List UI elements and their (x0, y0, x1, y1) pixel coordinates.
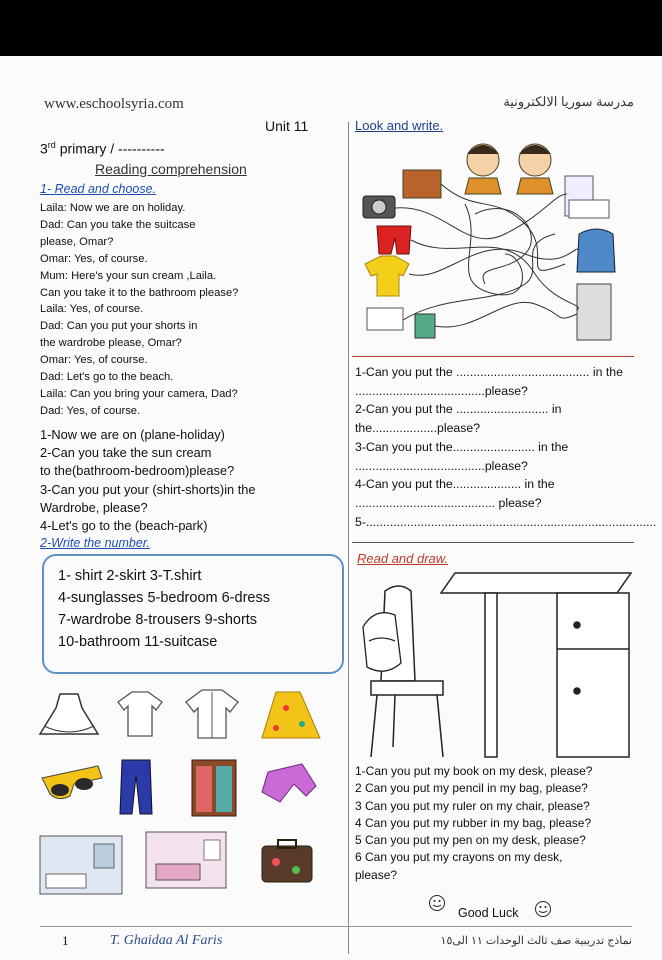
picture-grid (40, 686, 340, 916)
bathroom-picture (40, 836, 122, 894)
wardrobe-item (577, 284, 611, 340)
dialogue-line: Omar: Yes, of course. (40, 252, 148, 265)
book-item (367, 308, 403, 330)
dress-picture (40, 694, 98, 734)
dialogue-line: the wardrobe please, Omar? (40, 337, 182, 350)
teacher-name: T. Ghaidaa Al Faris (110, 933, 223, 948)
choose-question: Wardrobe, please? (40, 499, 148, 515)
page-number: 1 (62, 933, 69, 948)
good-luck-text: Good Luck (458, 906, 519, 920)
dialogue-line: Can you take it to the bathroom please? (40, 286, 239, 299)
shorts-picture (262, 764, 316, 802)
trousers-picture (120, 760, 152, 814)
choose-question: 2-Can you take the sun cream (40, 445, 212, 461)
desk-drawer-unit (557, 593, 629, 757)
choose-question: 4-Let's go to the (beach-park) (40, 518, 208, 534)
grade-number: 3 (40, 140, 48, 157)
dialogue-line: Dad: Can you take the suitcase (40, 218, 196, 231)
shirt-picture-2 (186, 690, 238, 738)
look-write-line: ......................................... please? (355, 495, 542, 510)
look-write-line: ......................................please? (355, 383, 528, 398)
choose-question: 3-Can you put your (shirt-shorts)in the (40, 481, 256, 497)
footer-arabic: نماذج تدريبية صف ثالث الوحدات ١١ الى١٥ (440, 935, 632, 947)
choose-question: 1-Now we are on (plane-holiday) (40, 427, 225, 442)
sunglasses-picture (42, 766, 102, 799)
desk-top (441, 573, 631, 593)
reading-comprehension-title: Reading comprehension (95, 161, 247, 177)
word-bank-row: 1- shirt 2-skirt 3-T.shirt (58, 568, 202, 584)
column-divider (348, 122, 349, 954)
dialogue-line: Laila: Yes, of course. (40, 303, 144, 316)
write-the-number-title: 2-Write the number. (40, 536, 150, 550)
picture-item (415, 314, 435, 338)
look-write-questions (355, 363, 657, 531)
smiley-icon-2 (534, 900, 552, 918)
boy-picture (465, 144, 501, 194)
boy-picture-2 (517, 144, 553, 194)
bathroom-item (565, 176, 609, 218)
maze-picture (355, 134, 635, 356)
look-write-line: ......................................please? (355, 458, 528, 473)
word-bank-row: 10-bathroom 11-suitcase (58, 634, 218, 650)
read-draw-instructions (355, 763, 645, 884)
look-write-line: 5-..................................................................................... (355, 514, 657, 529)
dialogue-line: Laila: Can you bring your camera, Dad? (40, 387, 238, 400)
look-write-line: 4-Can you put the.................... in the (355, 477, 555, 492)
shorts-item (377, 226, 411, 254)
dialogue-line: Dad: Can you put your shorts in (40, 320, 198, 333)
word-bank-row: 4-sunglasses 5-bedroom 6-dress (58, 590, 270, 606)
maze-lines (395, 184, 579, 327)
draw-instruction: 2 Can you put my pencil in my bag, please? (355, 781, 588, 796)
unit-label: Unit 11 (265, 118, 309, 134)
draw-instruction: 1-Can you put my book on my desk, please? (355, 764, 593, 778)
wardrobe-picture (192, 760, 236, 816)
backpack-item (577, 229, 615, 272)
desk-leg (485, 593, 497, 757)
shirt-picture (118, 692, 162, 736)
footer-divider (40, 926, 632, 927)
grade-line (40, 140, 165, 157)
look-write-line: the...................please? (355, 421, 481, 436)
choose-questions (40, 426, 340, 535)
camera-item (363, 196, 395, 218)
site-url[interactable]: www.eschoolsyria.com (44, 96, 184, 112)
dialogue-line: Mum: Here's your sun cream ,Laila. (40, 269, 217, 282)
red-divider (352, 356, 634, 357)
draw-instruction: please? (355, 867, 398, 882)
smiley-icon (428, 894, 446, 912)
word-bank-box (42, 554, 344, 674)
worksheet-page (0, 56, 662, 960)
dialogue-text (40, 200, 340, 420)
dialogue-line: Laila: Now we are on holiday. (40, 202, 186, 214)
grade-rest: primary / ---------- (59, 140, 165, 157)
draw-instruction: 4 Can you put my rubber in my bag, please? (355, 815, 592, 830)
choose-question: to the(bathroom-bedroom)please? (40, 463, 235, 479)
look-write-line: 2-Can you put the ........................... in (355, 402, 562, 417)
dialogue-line: Dad: Let's go to the beach. (40, 371, 174, 384)
word-bank-row: 7-wardrobe 8-trousers 9-shorts (58, 612, 258, 628)
draw-instruction: 5 Can you put my pen on my desk, please? (355, 833, 586, 848)
skirt-picture (262, 692, 320, 738)
grade-suffix: rd (47, 140, 56, 150)
dialogue-line: Omar: Yes, of course. (40, 354, 148, 367)
bedroom-picture (146, 832, 226, 888)
suitcase-picture (262, 840, 312, 882)
look-write-line: 1-Can you put the ....................................... in the (355, 365, 623, 379)
school-name-arabic: مدرسة سوريا الالكترونية (503, 94, 634, 109)
look-and-write-title: Look and write. (355, 118, 444, 133)
draw-instruction: 3 Can you put my ruler on my chair, please? (355, 798, 590, 813)
dialogue-line: Dad: Yes, of course. (40, 404, 141, 417)
desk-chair-picture (355, 571, 637, 761)
read-and-choose-title: 1- Read and choose. (40, 182, 157, 196)
suitcase-item (403, 170, 441, 198)
read-and-draw-title: Read and draw. (357, 551, 449, 566)
section-divider (352, 542, 634, 543)
backpack (363, 613, 401, 671)
tshirt-item (365, 256, 409, 296)
draw-instruction: 6 Can you put my crayons on my desk, (355, 850, 563, 865)
look-write-line: 3-Can you put the........................ in the (355, 439, 569, 454)
dialogue-line: please, Omar? (40, 235, 114, 248)
